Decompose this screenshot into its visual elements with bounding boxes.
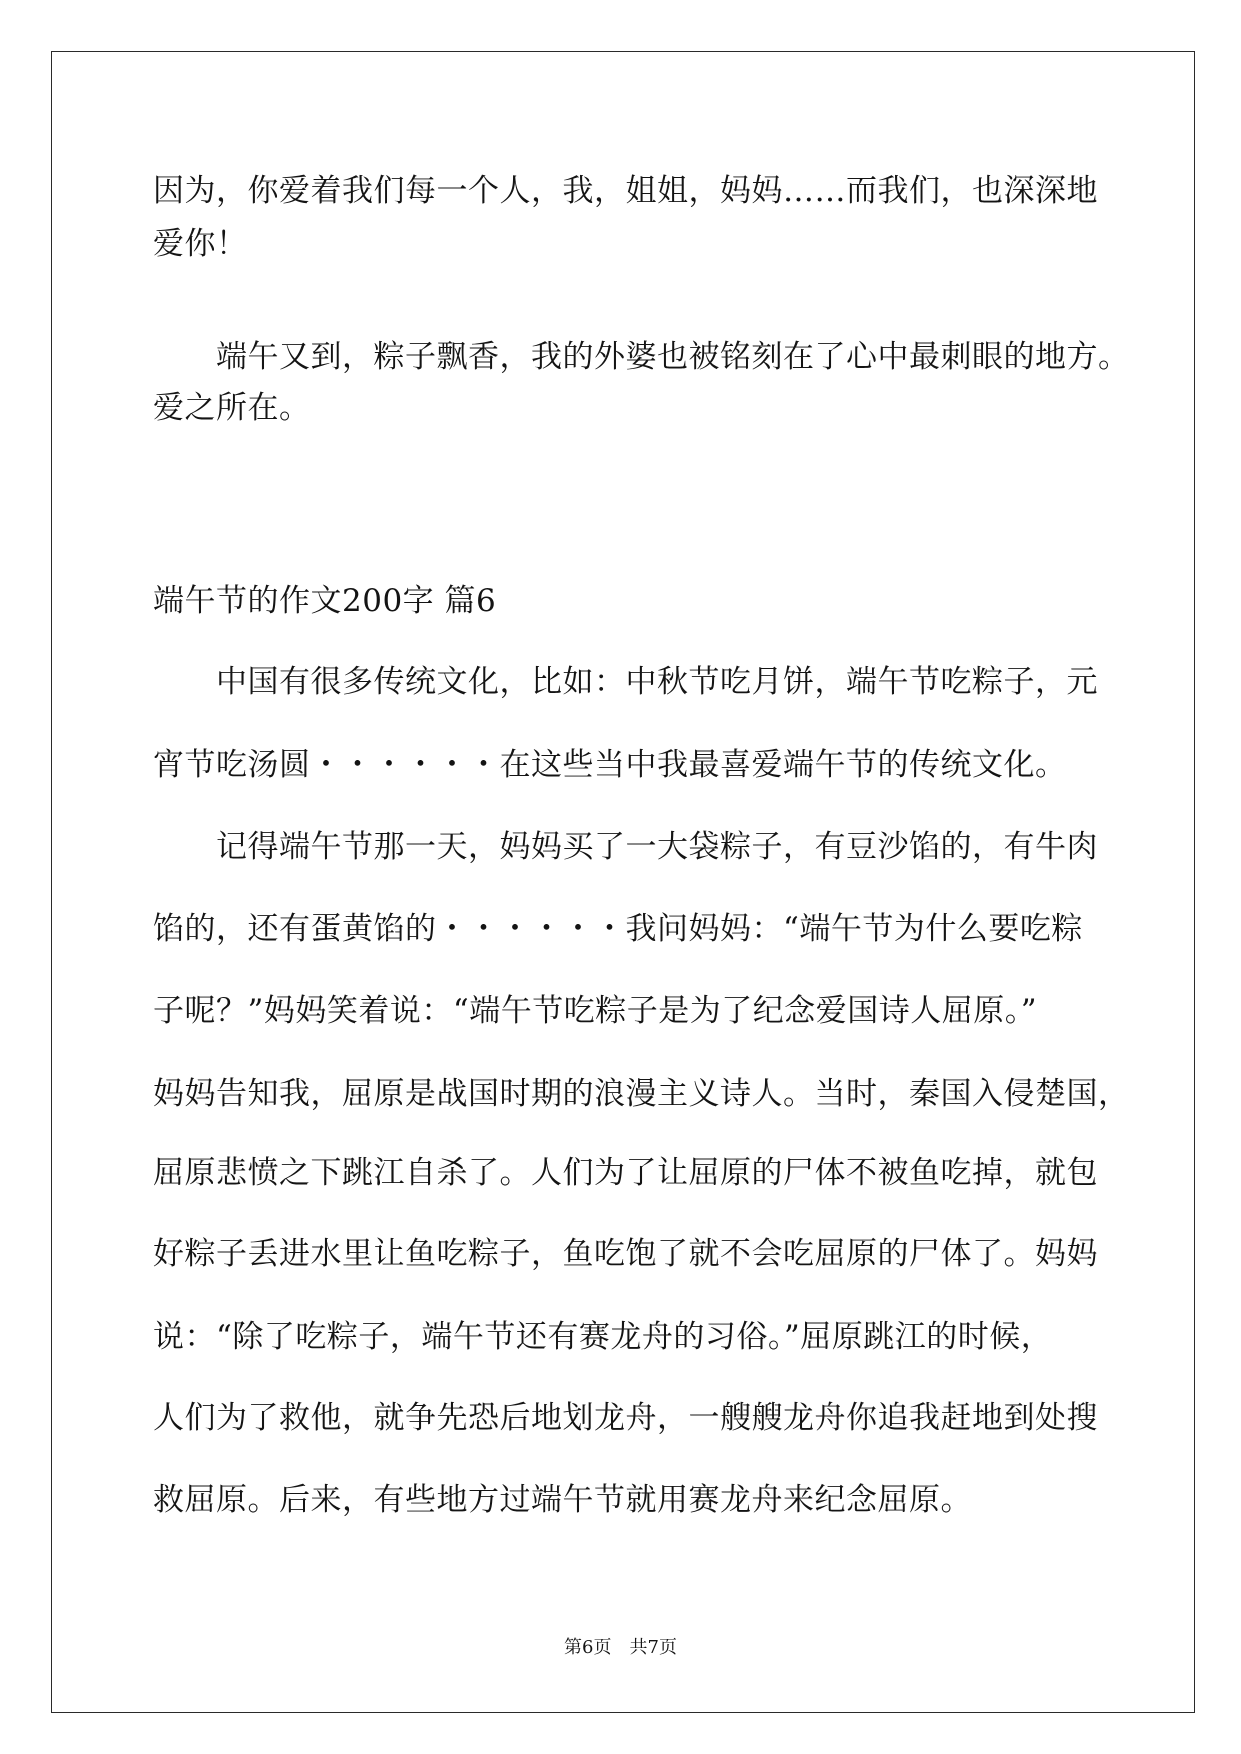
text-line: 好粽子丢进水里让鱼吃粽子，鱼吃饱了就不会吃屈原的尸体了。妈妈 bbox=[153, 1236, 1098, 1272]
text-line: 人们为了救他，就争先恐后地划龙舟，一艘艘龙舟你追我赶地到处搜 bbox=[153, 1400, 1098, 1436]
text-line: 因为，你爱着我们每一个人，我，姐姐，妈妈……而我们，也深深地 bbox=[153, 173, 1098, 209]
text-line: 屈原悲愤之下跳江自杀了。人们为了让屈原的尸体不被鱼吃掉，就包 bbox=[153, 1155, 1098, 1191]
text-line: 妈妈告知我，屈原是战国时期的浪漫主义诗人。当时，秦国入侵楚国， bbox=[153, 1076, 1130, 1112]
page-footer bbox=[0, 1636, 1241, 1660]
section-heading: 端午节的作文200字 篇6 bbox=[153, 583, 497, 619]
text-line: 救屈原。后来，有些地方过端午节就用赛龙舟来纪念屈原。 bbox=[153, 1482, 972, 1518]
page-number: 第6页 bbox=[564, 1637, 612, 1658]
paragraph-first-line: 中国有很多传统文化，比如：中秋节吃月饼，端午节吃粽子，元 bbox=[216, 664, 1098, 700]
paragraph-first-line: 端午又到，粽子飘香，我的外婆也被铭刻在了心中最刺眼的地方。 bbox=[216, 339, 1130, 375]
text-line: 馅的，还有蛋黄馅的・・・・・・我问妈妈：“端午节为什么要吃粽 bbox=[153, 911, 1083, 947]
text-line: 说：“除了吃粽子，端午节还有赛龙舟的习俗。”屈原跳江的时候， bbox=[153, 1319, 1053, 1355]
text-line: 爱之所在。 bbox=[153, 390, 311, 426]
text-line: 子呢？”妈妈笑着说：“端午节吃粽子是为了纪念爱国诗人屈原。” bbox=[153, 993, 1038, 1029]
page-border bbox=[51, 51, 1195, 1713]
page-total: 共7页 bbox=[629, 1637, 677, 1658]
paragraph-first-line: 记得端午节那一天，妈妈买了一大袋粽子，有豆沙馅的，有牛肉 bbox=[216, 829, 1098, 865]
text-line: 宵节吃汤圆・・・・・・在这些当中我最喜爱端午节的传统文化。 bbox=[153, 747, 1067, 783]
text-line: 爱你！ bbox=[153, 226, 248, 262]
